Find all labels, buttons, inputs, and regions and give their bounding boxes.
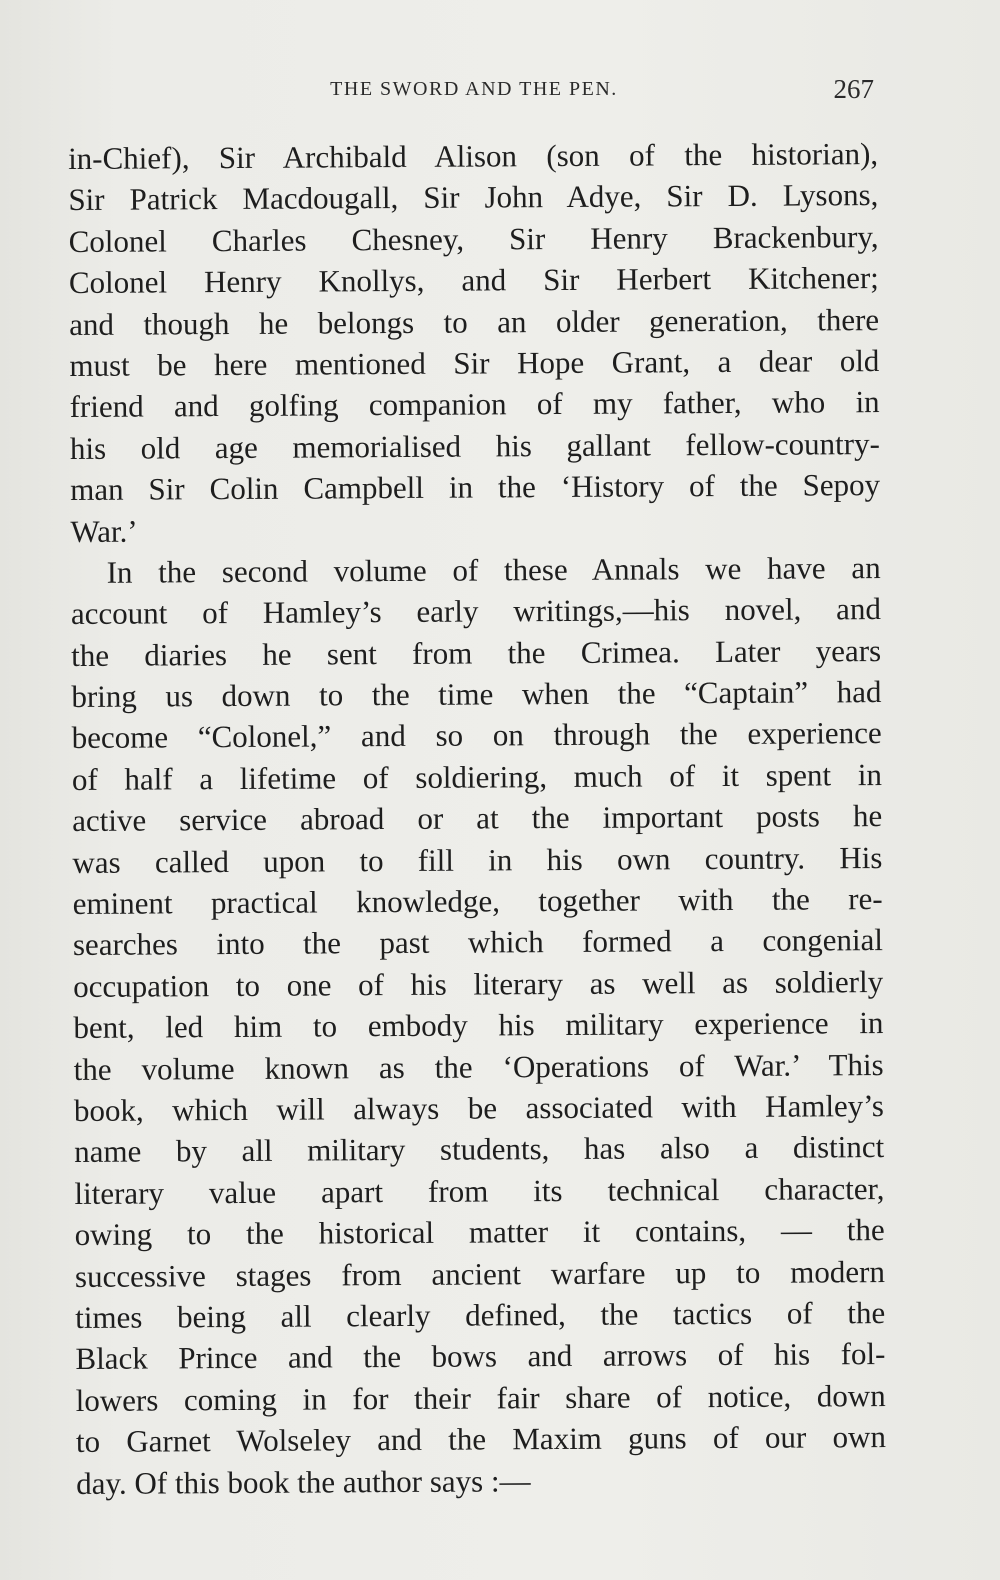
- text-line: the volume known as the ‘Operations of War.’ This: [73, 1046, 884, 1087]
- text-line: day. Of this book the author says :—: [76, 1462, 531, 1501]
- text-line: his old age memorialised his gallant fellow-country-: [69, 425, 880, 466]
- text-line: successive stages from ancient warfare up to modern: [74, 1253, 886, 1294]
- text-line: searches into the past which formed a congenial: [72, 922, 884, 963]
- text-line: Colonel Charles Chesney, Sir Henry Brackenbury,: [68, 218, 879, 259]
- text-line: Sir Patrick Macdougall, Sir John Adye, Sir D. Lysons,: [68, 177, 879, 218]
- text-line: book, which will always be associated with Hamley’s: [73, 1088, 885, 1128]
- text-line: Black Prince and the bows and arrows of his fol-: [75, 1336, 886, 1377]
- text-line: man Sir Colin Campbell in the ‘History of the Sepoy: [70, 467, 881, 508]
- text-line: name by all military students, has also a distinct: [74, 1129, 885, 1170]
- paragraph-start-line: In the second volume of these Annals we have an: [106, 549, 881, 590]
- text-line: to Garnet Wolseley and the Maxim guns of our own: [75, 1419, 887, 1460]
- text-line: was called upon to fill in his own country. His: [72, 839, 883, 880]
- text-line: the diaries he sent from the Crimea. Later years: [71, 632, 882, 673]
- text-line: eminent practical knowledge, together with the re-: [72, 881, 883, 922]
- text-line: and though he belongs to an older generation, there: [69, 301, 880, 342]
- text-line: occupation to one of his literary as well as soldierly: [73, 963, 884, 1004]
- body-text: [68, 133, 886, 1504]
- text-line: literary value apart from its technical character,: [74, 1170, 885, 1211]
- text-line: in-Chief), Sir Archibald Alison (son of the historian),: [68, 136, 879, 176]
- text-line: friend and golfing companion of my father, who in: [69, 384, 880, 425]
- text-line: Colonel Henry Knollys, and Sir Herbert Kitchener;: [68, 260, 879, 301]
- page-header: [68, 74, 880, 110]
- running-title: THE SWORD AND THE PEN.: [330, 78, 618, 100]
- text-line: owing to the historical matter it contains, — the: [74, 1212, 885, 1253]
- text-line: bring us down to the time when the “Captain” had: [71, 674, 882, 715]
- text-line: account of Hamley’s early writings,—his novel, and: [70, 591, 881, 632]
- text-line: War.’: [70, 513, 138, 549]
- text-line: must be here mentioned Sir Hope Grant, a dear old: [69, 343, 880, 383]
- page-number: 267: [833, 74, 874, 104]
- text-line: active service abroad or at the important posts he: [72, 798, 883, 839]
- text-line: of half a lifetime of soldiering, much of it spent in: [71, 756, 883, 797]
- text-line: lowers coming in for their fair share of notice, down: [75, 1377, 886, 1418]
- text-line: bent, led him to embody his military experience in: [73, 1005, 884, 1046]
- text-line: become “Colonel,” and so on through the experience: [71, 715, 882, 756]
- text-line: times being all clearly defined, the tactics of the: [75, 1294, 886, 1335]
